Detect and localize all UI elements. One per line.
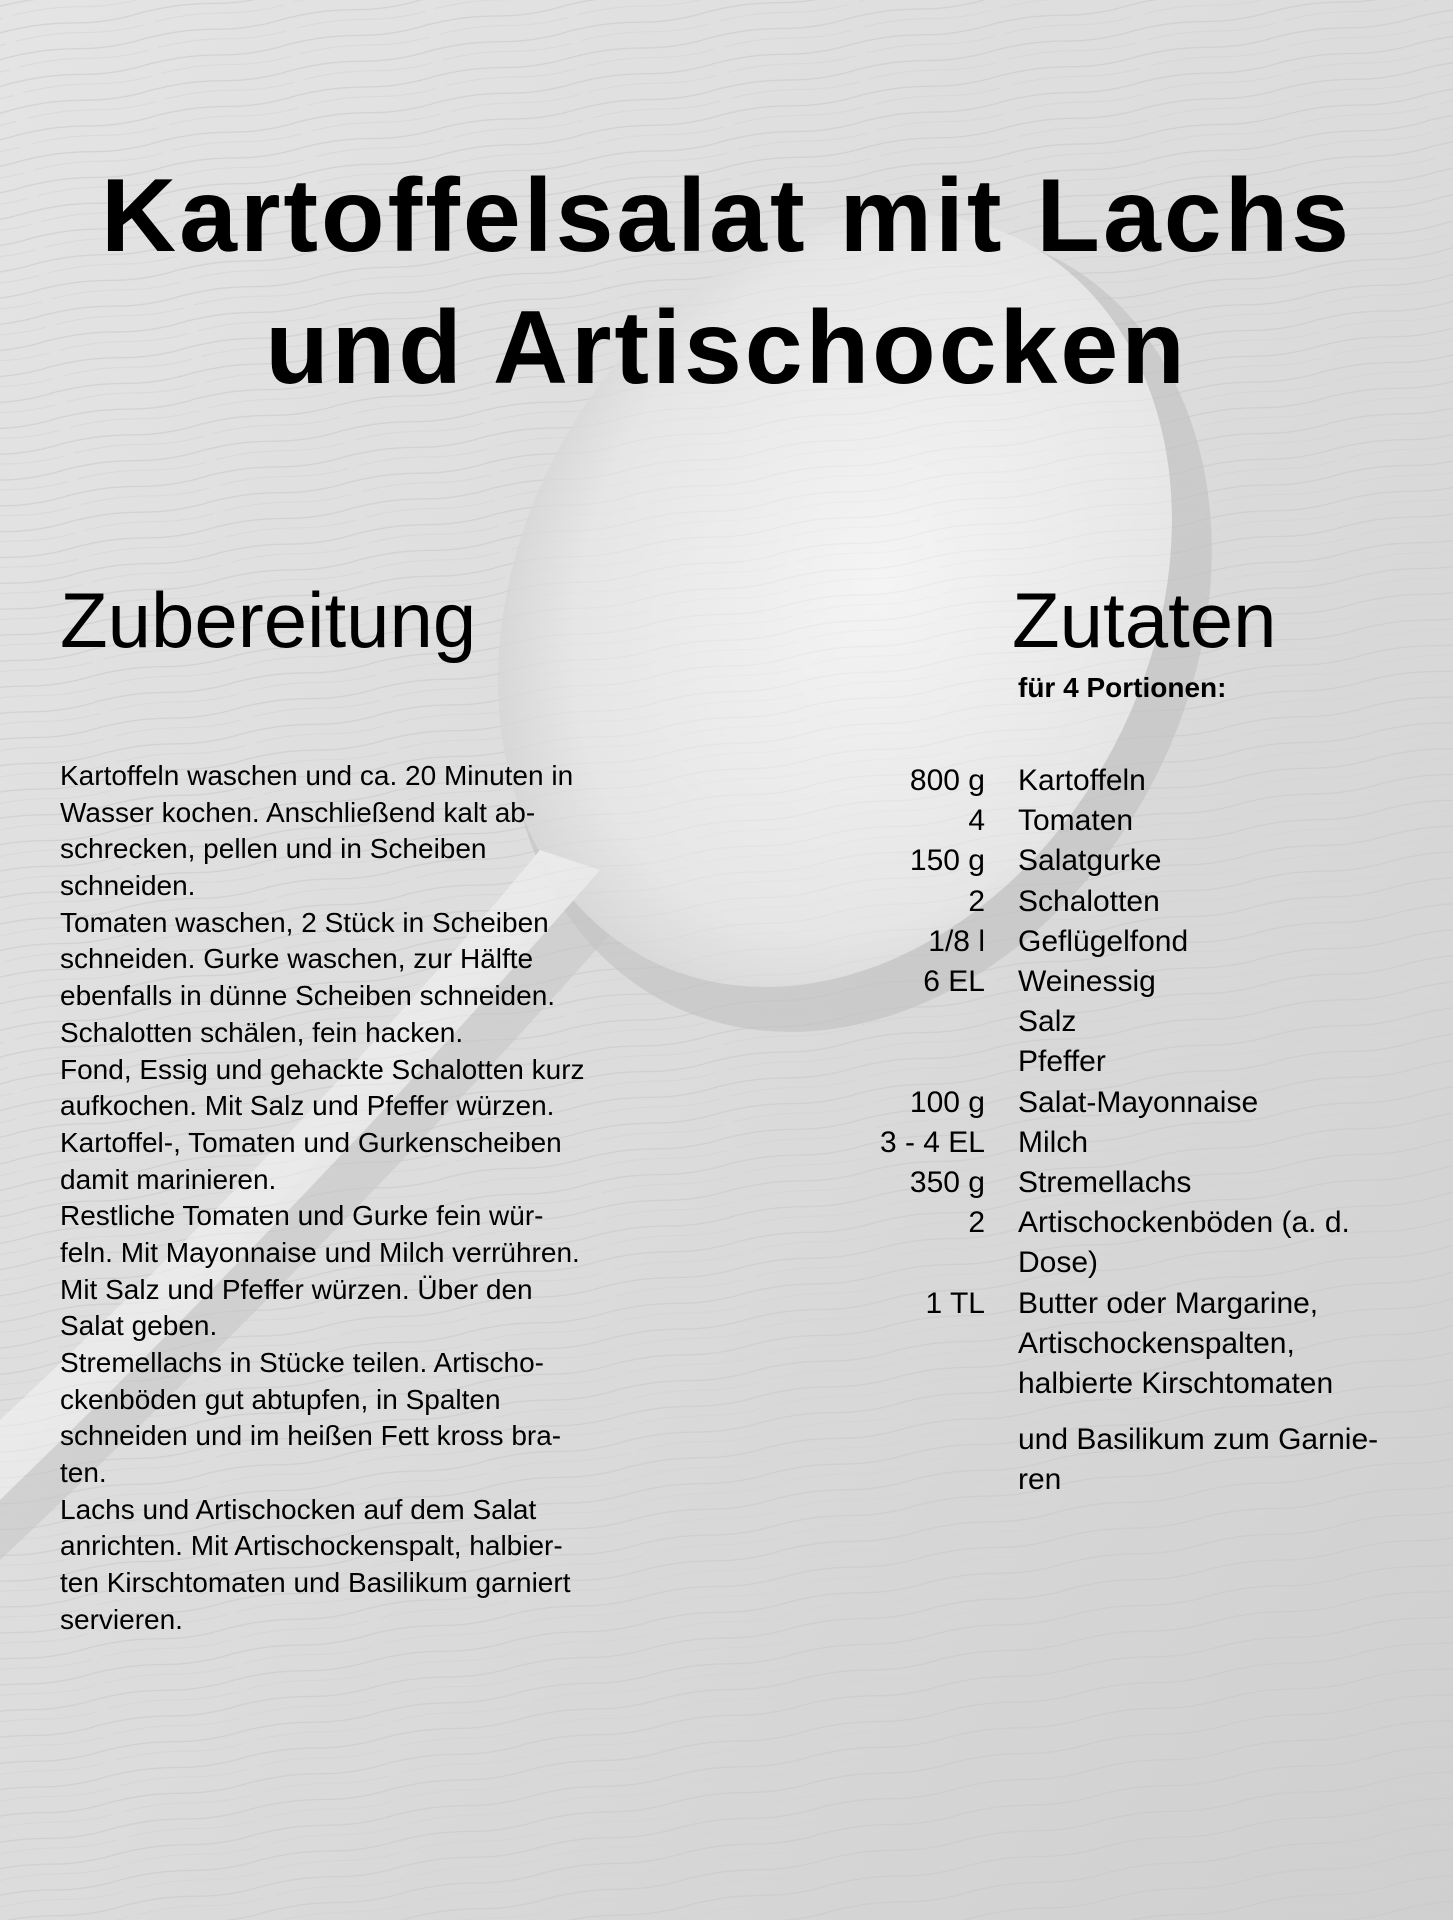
ingredient-name: Salat-Mayonnaise	[1018, 1085, 1259, 1119]
ingredient-row	[820, 1123, 1420, 1163]
preparation-line: Kartoffeln waschen und ca. 20 Minuten in	[60, 760, 574, 791]
ingredient-row	[820, 1420, 1420, 1460]
preparation-line: Restliche Tomaten und Gurke fein wür-	[60, 1200, 544, 1232]
ingredient-name: Butter oder Margarine,	[1018, 1286, 1319, 1320]
preparation-line: ebenfalls in dünne Scheiben schneiden.	[60, 980, 556, 1012]
ingredient-quantity: 350 g	[909, 1166, 985, 1200]
ingredient-quantity	[820, 1002, 1018, 1042]
ingredient-name: Dose)	[1018, 1246, 1099, 1280]
ingredient-name: Tomaten	[1018, 804, 1134, 838]
ingredient-quantity: 6 EL	[923, 965, 985, 999]
ingredient-row	[820, 1324, 1420, 1364]
ingredient-row	[820, 1042, 1420, 1082]
ingredient-row	[820, 801, 1420, 841]
ingredient-quantity: 2	[968, 1206, 985, 1240]
ingredient-quantity: 1/8 l	[928, 924, 985, 958]
preparation-line: anrichten. Mit Artischockenspalt, halbier-	[60, 1530, 563, 1562]
ingredient-quantity	[820, 1420, 1018, 1460]
preparation-line: schneiden. Gurke waschen, zur Hälfte	[60, 943, 534, 975]
ingredient-row	[820, 882, 1420, 922]
ingredient-name: und Basilikum zum Garnie-	[1018, 1423, 1379, 1457]
ingredient-quantity: 3 - 4 EL	[879, 1125, 985, 1159]
ingredient-quantity	[820, 1243, 1018, 1283]
ingredient-row	[820, 962, 1420, 1002]
ingredient-quantity: 800 g	[909, 764, 985, 797]
ingredient-quantity: 1 TL	[925, 1286, 985, 1320]
preparation-text	[60, 758, 700, 1639]
ingredient-row	[820, 1002, 1420, 1042]
recipe-title-line-1: Kartoffelsalat mit Lachs	[101, 158, 1352, 274]
preparation-line: Stremellachs in Stücke teilen. Artischo-	[60, 1347, 544, 1378]
preparation-line: Tomaten waschen, 2 Stück in Scheiben	[60, 906, 549, 938]
ingredient-quantity: 2	[968, 884, 985, 918]
preparation-line: ten Kirschtomaten und Basilikum garniert	[60, 1567, 571, 1599]
ingredient-name: halbierte Kirschtomaten	[1018, 1367, 1334, 1401]
ingredient-name: Geflügelfond	[1018, 924, 1189, 958]
preparation-line: aufkochen. Mit Salz und Pfeffer würzen.	[60, 1090, 555, 1122]
preparation-line: Wasser kochen. Anschließend kalt ab-	[60, 796, 536, 828]
preparation-line: schneiden und im heißen Fett kross bra-	[60, 1420, 562, 1452]
preparation-line: ckenböden gut abtupfen, in Spalten	[60, 1383, 501, 1415]
ingredient-name: Milch	[1018, 1125, 1089, 1159]
ingredient-name: Schalotten	[1018, 884, 1160, 918]
ingredient-quantity	[820, 1324, 1018, 1364]
ingredient-quantity: 100 g	[909, 1085, 985, 1119]
preparation-line: Salat geben.	[60, 1310, 218, 1342]
ingredient-name: Weinessig	[1018, 965, 1156, 999]
ingredient-name: Artischockenböden (a. d.	[1018, 1206, 1350, 1240]
ingredient-row	[820, 1083, 1420, 1123]
ingredient-name: Kartoffeln	[1018, 764, 1146, 797]
ingredient-row	[820, 922, 1420, 962]
ingredient-quantity	[820, 1364, 1018, 1404]
ingredient-row	[820, 1364, 1420, 1404]
preparation-line: ten.	[60, 1457, 107, 1489]
preparation-line: Schalotten schälen, fein hacken.	[60, 1016, 464, 1048]
ingredient-name: ren	[1018, 1463, 1062, 1497]
servings-note: für 4 Portionen:	[1018, 672, 1227, 703]
ingredient-row	[820, 1163, 1420, 1203]
preparation-line: schneiden.	[60, 870, 196, 902]
ingredient-row	[820, 761, 1420, 801]
preparation-line: damit marinieren.	[60, 1163, 277, 1195]
ingredients-list	[820, 761, 1420, 1501]
preparation-line: Mit Salz und Pfeffer würzen. Über den	[60, 1273, 533, 1305]
ingredient-name: Salatgurke	[1018, 844, 1162, 878]
preparation-line: feln. Mit Mayonnaise und Milch verrühren.	[60, 1236, 580, 1268]
preparation-heading: Zubereitung	[60, 576, 477, 664]
ingredient-row	[820, 1284, 1420, 1324]
ingredient-row	[820, 1243, 1420, 1283]
ingredient-name: Artischockenspalten,	[1018, 1326, 1295, 1360]
ingredient-quantity: 150 g	[909, 844, 985, 878]
ingredient-quantity: 4	[968, 804, 985, 838]
preparation-line: Kartoffel-, Tomaten und Gurkenscheiben	[60, 1126, 562, 1158]
preparation-line: schrecken, pellen und in Scheiben	[60, 833, 487, 865]
preparation-line: servieren.	[60, 1603, 183, 1635]
ingredient-name: Salz	[1018, 1005, 1077, 1039]
preparation-line: Lachs und Artischocken auf dem Salat	[60, 1493, 537, 1525]
recipe-title	[0, 150, 1453, 414]
ingredient-quantity	[820, 1460, 1018, 1500]
preparation-line: Fond, Essig und gehackte Schalotten kurz	[60, 1053, 585, 1085]
ingredient-name: Pfeffer	[1018, 1045, 1106, 1079]
recipe-title-line-2: und Artischocken	[265, 290, 1188, 406]
ingredient-row	[820, 1203, 1420, 1243]
ingredients-heading: Zutaten	[1012, 576, 1277, 664]
ingredient-row	[820, 1460, 1420, 1500]
ingredient-quantity	[820, 1042, 1018, 1082]
ingredient-row	[820, 841, 1420, 881]
ingredient-name: Stremellachs	[1018, 1166, 1192, 1200]
